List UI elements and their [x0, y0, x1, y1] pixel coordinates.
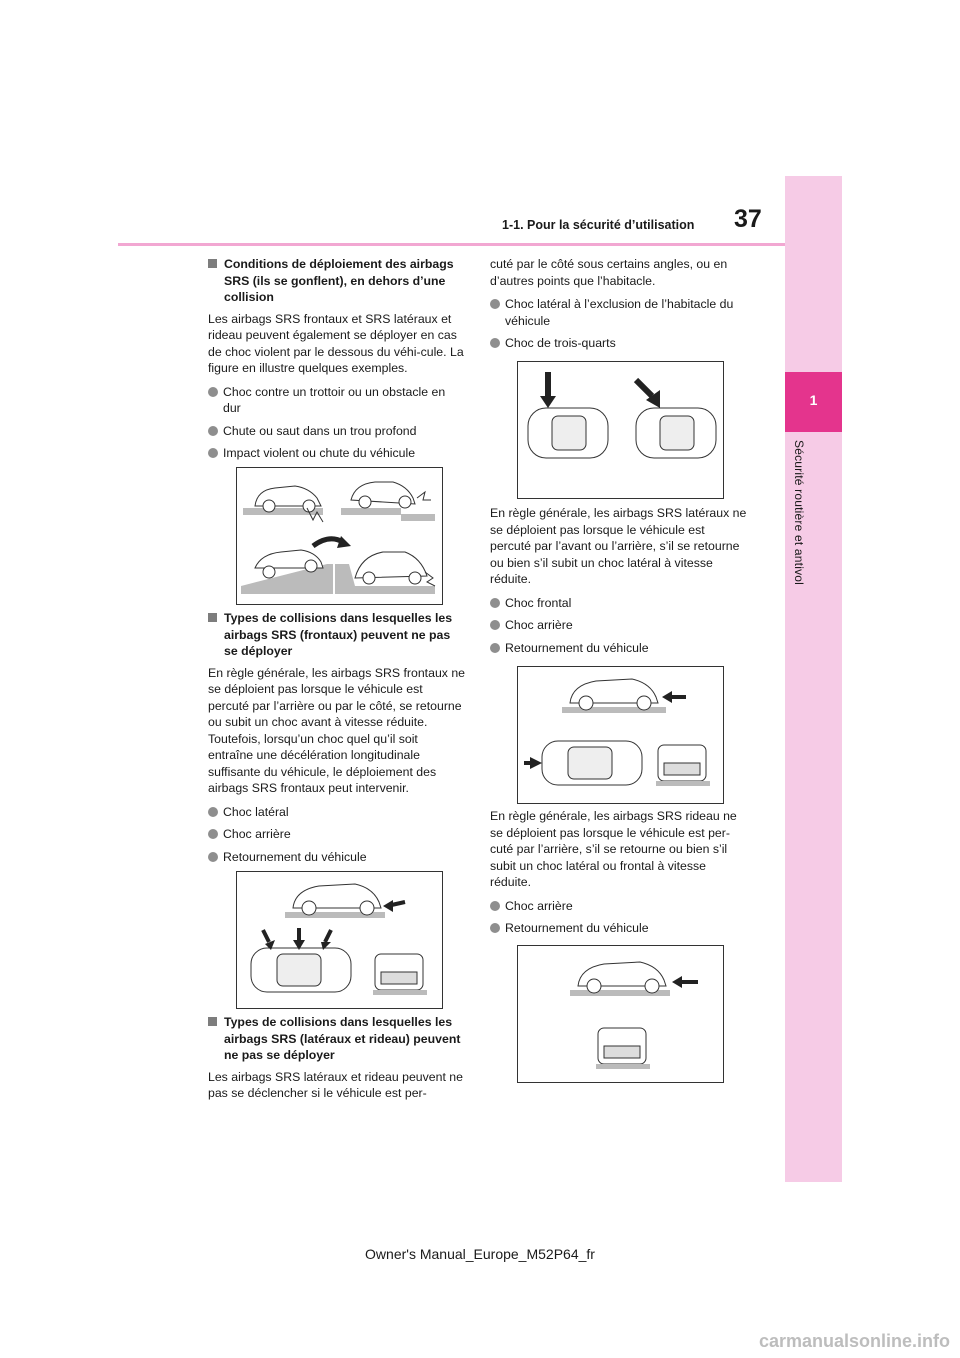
heading-deployment-conditions: Conditions de déploiement des airbags SRS (ils se gonflent), en dehors d’une collision: [208, 256, 466, 306]
list-item: Retournement du véhicule: [490, 640, 748, 657]
figure-side-impact: [517, 361, 724, 499]
left-column-top: [208, 256, 466, 468]
page-number: 37: [734, 205, 762, 233]
list-item: Choc latéral à l’exclusion de l’habitacle du véhicule: [490, 296, 748, 329]
paragraph: Les airbags SRS frontaux et SRS latéraux et rideau peuvent également se déployer en cas de choc violent par le dessous du véhi-cule. La figure en illustre quelques exemples.: [208, 311, 464, 375]
round-bullet-icon: [208, 387, 218, 397]
list-item: Choc arrière: [490, 617, 748, 634]
list-item: Choc latéral: [208, 804, 466, 821]
list-item: Choc arrière: [490, 898, 748, 915]
chapter-number: 1: [809, 392, 818, 408]
round-bullet-icon: [490, 643, 500, 653]
round-bullet-icon: [208, 852, 218, 862]
figure-side-no-deploy: [517, 666, 724, 804]
heading-frontal-no-deploy: Types de collisions dans lesquelles les airbags SRS (frontaux) peuvent ne pas se déployer: [208, 610, 466, 660]
list-item: Choc arrière: [208, 826, 466, 843]
section-title: 1-1. Pour la sécurité d’utilisation: [502, 218, 695, 232]
round-bullet-icon: [490, 598, 500, 608]
round-bullet-icon: [208, 426, 218, 436]
round-bullet-icon: [208, 829, 218, 839]
paragraph: Les airbags SRS latéraux et rideau peuvent ne pas se déclencher si le véhicule est per-: [208, 1069, 463, 1100]
right-column-middle: [490, 505, 748, 662]
round-bullet-icon: [490, 901, 500, 911]
figure-underbody-impacts: [236, 467, 443, 605]
list-item: Retournement du véhicule: [208, 849, 466, 866]
right-column-bottom: [490, 808, 748, 943]
paragraph: cuté par le côté sous certains angles, ou en d’autres points que l’habitacle.: [490, 257, 728, 288]
left-column-bottom: [208, 1014, 466, 1109]
list-item: Choc contre un trottoir ou un obstacle en dur: [208, 384, 466, 417]
round-bullet-icon: [490, 338, 500, 348]
list-item: Chute ou saut dans un trou profond: [208, 423, 466, 440]
round-bullet-icon: [490, 620, 500, 630]
right-column-top: [490, 256, 748, 358]
paragraph: En règle générale, les airbags SRS latéraux ne se déploient pas lorsque le véhicule est percuté par l’avant ou l’arrière, s’il se retourne ou bien s’il subit un choc latéral à vitesse réduite.: [490, 506, 747, 586]
list-item: Choc frontal: [490, 595, 748, 612]
heading-side-curtain-no-deploy: Types de collisions dans lesquelles les airbags SRS (latéraux et rideau) peuvent ne pas se déployer: [208, 1014, 466, 1064]
square-bullet-icon: [208, 259, 217, 268]
figure-curtain-no-deploy: [517, 945, 724, 1083]
round-bullet-icon: [208, 448, 218, 458]
list-item: Retournement du véhicule: [490, 920, 748, 937]
round-bullet-icon: [490, 923, 500, 933]
square-bullet-icon: [208, 613, 217, 622]
round-bullet-icon: [490, 299, 500, 309]
watermark: carmanualsonline.info: [758, 1331, 950, 1351]
chapter-title: Sécurité routière et antivol: [792, 440, 806, 586]
paragraph: En règle générale, les airbags SRS frontaux ne se déploient pas lorsque le véhicule est percuté par l’arrière ou par le côté, se retourne ou subit un choc avant à vitesse réduite. Toutefois, lorsqu’un choc quel qu’il soit entraîne une décélération longitudinale suffisante du véhicule, le déploiement des airbags SRS frontaux peut intervenir.: [208, 665, 466, 795]
list-item: Impact violent ou chute du véhicule: [208, 445, 466, 462]
figure-frontal-no-deploy: [236, 871, 443, 1009]
list-item: Choc de trois-quarts: [490, 335, 748, 352]
left-column-middle: [208, 610, 466, 871]
round-bullet-icon: [208, 807, 218, 817]
square-bullet-icon: [208, 1017, 217, 1026]
header-rule: [118, 243, 785, 246]
paragraph: En règle générale, les airbags SRS rideau ne se déploient pas lorsque le véhicule est per-cuté par l’arrière, s’il se retourne ou bien s’il subit un choc latéral ou frontal à vitesse réduite.: [490, 809, 737, 889]
chapter-side-tab: [785, 176, 842, 1182]
footer: Owner's Manual_Europe_M52P64_fr: [365, 1246, 595, 1262]
